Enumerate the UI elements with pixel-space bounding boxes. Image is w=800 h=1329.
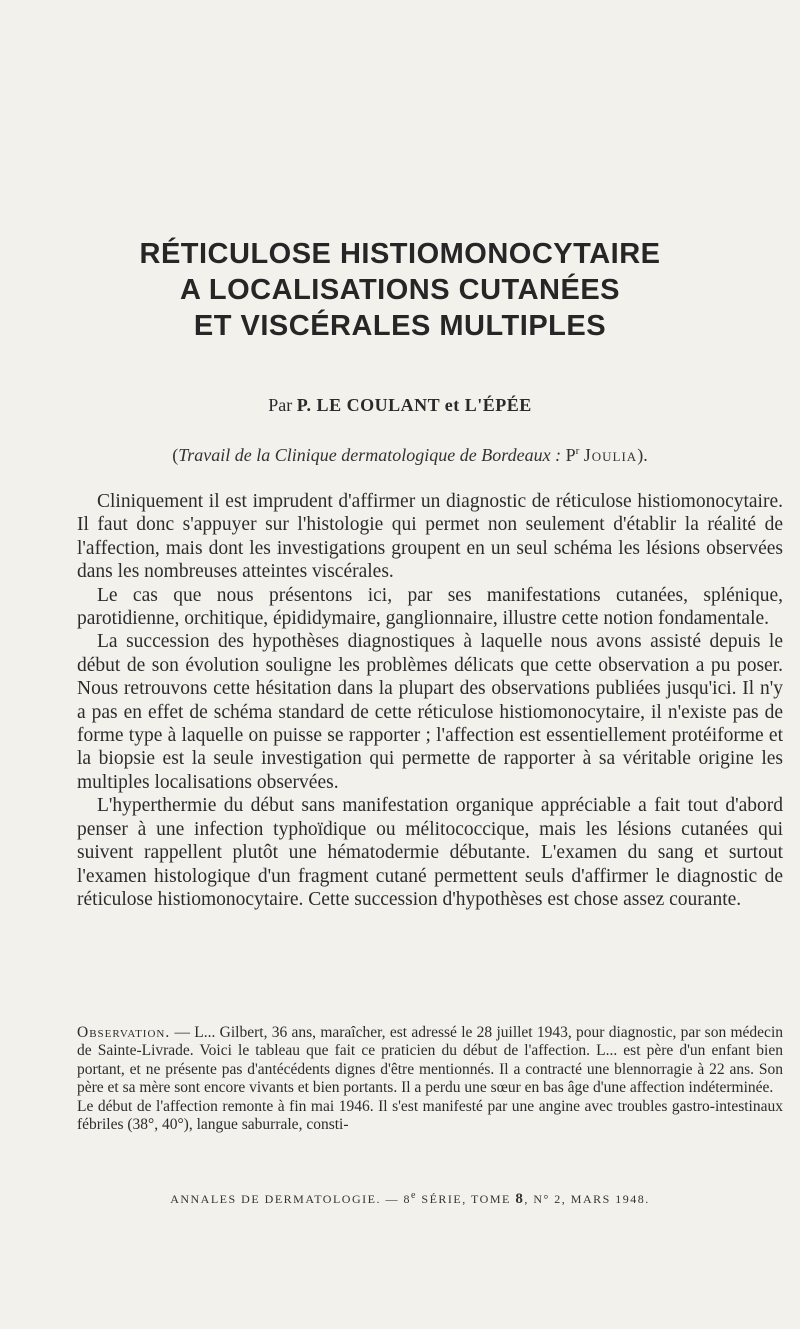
professor-name: Joulia (583, 445, 638, 465)
footer-tome: 8 (515, 1191, 525, 1207)
author-prefix: Par (268, 395, 293, 415)
observation-paragraph-1 (77, 1024, 783, 1098)
affiliation-text: Travail de la Clinique dermatologique de Bordeaux : (178, 445, 562, 465)
author-names: P. LE COULANT et L'ÉPÉE (296, 395, 532, 415)
footer-journal: ANNALES DE DERMATOLOGIE. — 8 (170, 1192, 411, 1206)
observation-paragraph-2: Le début de l'affection remonte à fin mai 1946. Il s'est manifesté par une angine avec troubles gastro-intestinaux fébriles (38°, 40°), langue saburrale, consti- (77, 1097, 783, 1134)
observation-text-1: — L... Gilbert, 36 ans, maraîcher, est adressé le 28 juillet 1943, pour diagnostic, par son médecin de Sainte-Livrade. Voici le tableau que fait ce praticien du début de l'affection. L... est père d'un enfant bien portant, et ne présente pas d'antécédents dignes d'être mentionnés. Il a contracté une blennorragie à 22 ans. Son père et sa mère sont encore vivants et bien portants. Il a perdu une sœur en bas âge d'une affection indéterminée. (77, 1024, 783, 1097)
title-line-2: A LOCALISATIONS CUTANÉES (179, 274, 621, 306)
title-line-3: ET VISCÉRALES MULTIPLES (193, 310, 607, 342)
body-paragraph-2: Le cas que nous présentons ici, par ses manifestations cutanées, splénique, parotidienne, orchitique, épididymaire, ganglionnaire, illustre cette notion fondamentale. (77, 584, 783, 630)
body-paragraph-3: La succession des hypothèses diagnostiques à laquelle nous avons assisté depuis le début de son évolution souligne les problèmes délicats que cette observation a pu poser. Nous retrouvons cette hésitation dans la plupart des observations publiées jusqu'ici. Il n'y a pas en effet de schéma standard de cette réticulose histiomonocytaire, il n'existe pas de forme type à laquelle on puisse se rapporter ; l'affection est essentiellement protéiforme et la biopsie est la seule investigation qui permette de rapporter à sa véritable origine les multiples localisations observées. (77, 631, 783, 793)
title-line-1: RÉTICULOSE HISTIOMONOCYTAIRE (139, 238, 661, 270)
affiliation-open-paren: ( (172, 445, 179, 465)
affiliation-line (60, 440, 760, 466)
body-paragraph-1: Cliniquement il est imprudent d'affirmer un diagnostic de réticulose histiomonocytaire. Il faut donc s'appuyer sur l'histologie qui permet non seulement d'établir la réalité de l'affection, mais dont les investigations groupent en un seul schéma les lésions observées dans les nombreuses atteintes viscérales. (77, 491, 783, 583)
footer-series-sup: e (410, 1190, 417, 1201)
article-title (60, 236, 740, 344)
professor-prefix: P (565, 445, 576, 465)
author-line (60, 394, 740, 416)
journal-footer (60, 1188, 760, 1207)
observation-section (77, 1024, 783, 1134)
professor-prefix-sup: r (575, 445, 580, 457)
observation-label: Observation. (77, 1024, 171, 1041)
body-text (77, 490, 783, 911)
affiliation-close-paren: ). (637, 445, 648, 465)
body-paragraph-4: L'hyperthermie du début sans manifestation organique appréciable a fait tout d'abord penser à une infection typhoïdique ou mélitococcique, mais les lésions cutanées qui suivent rappellent plutôt une hématodermie débutante. L'examen du sang et surtout l'examen histologique d'un fragment cutané permettent seuls d'affirmer le diagnostic de réticulose histiomonocytaire. Cette succession d'hypothèses est chose assez courante. (77, 795, 783, 910)
footer-series: SÉRIE, TOME (416, 1192, 516, 1206)
footer-rest: , N° 2, MARS 1948. (524, 1192, 650, 1206)
